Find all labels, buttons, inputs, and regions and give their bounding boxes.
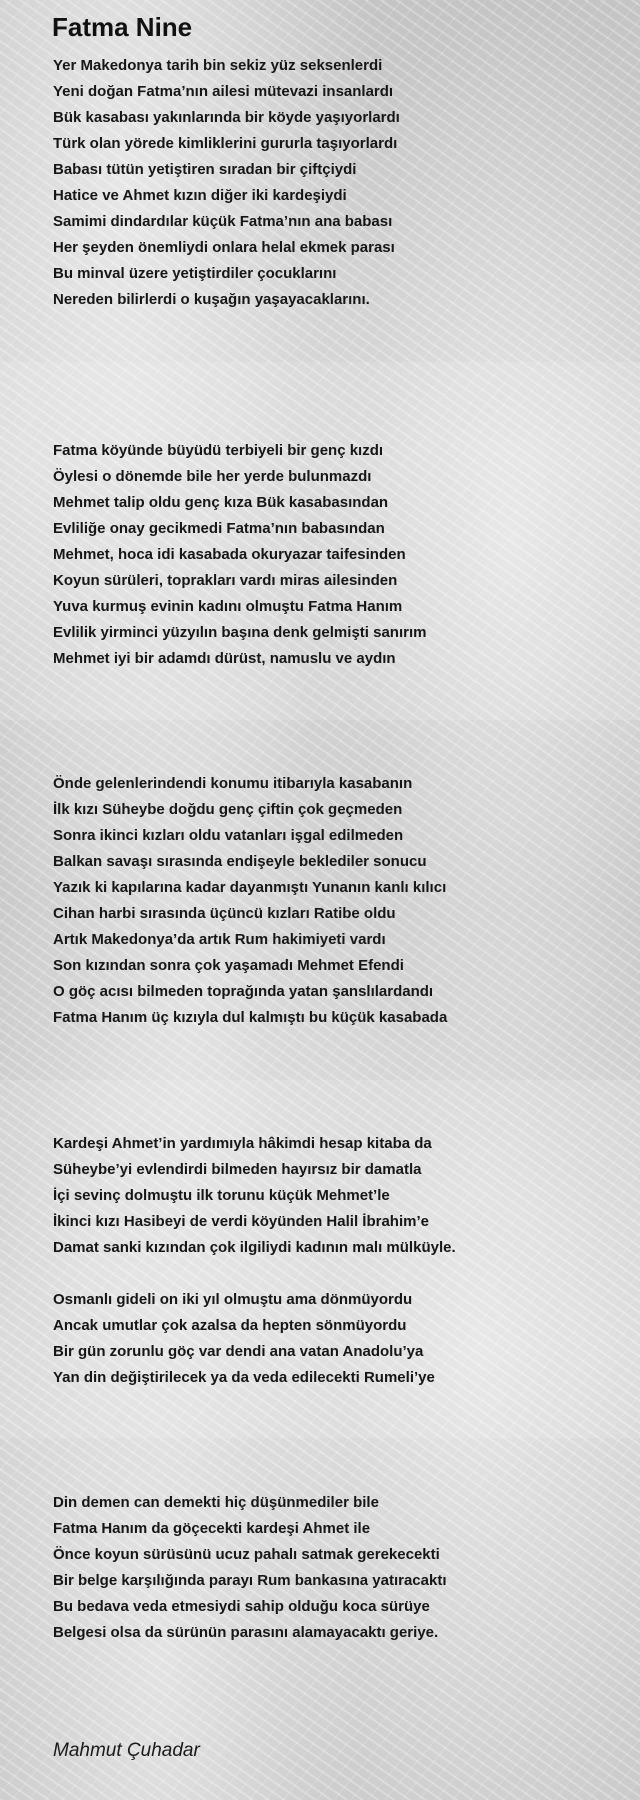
poem-line: Bu bedava veda etmesiydi sahip olduğu koca sürüye [53,1598,430,1615]
poem-line: Bir belge karşılığında parayı Rum bankasına yatıracaktı [53,1572,447,1589]
poem-line: Her şeyden önemliydi onlara helal ekmek parası [53,239,395,256]
poem-line: Fatma Hanım üç kızıyla dul kalmıştı bu küçük kasabada [53,1009,448,1026]
poem-line: Kardeşi Ahmet’in yardımıyla hâkimdi hesap kitaba da [53,1135,432,1152]
poem-line: Mehmet iyi bir adamdı dürüst, namuslu ve aydın [53,650,396,667]
poem-line: Yeni doğan Fatma’nın ailesi mütevazi insanlardı [53,83,394,100]
poem-line: Hatice ve Ahmet kızın diğer iki kardeşiydi [53,187,347,204]
poem-line: Damat sanki kızından çok ilgiliydi kadının malı mülküyle. [53,1239,456,1256]
poem-line: Din demen can demekti hiç düşünmediler bile [53,1494,379,1511]
poem-line: Koyun sürüleri, toprakları vardı miras ailesinden [53,572,398,589]
poem-line: İkinci kızı Hasibeyi de verdi köyünden Halil İbrahim’e [53,1213,429,1230]
poem-line: Yazık ki kapılarına kadar dayanmıştı Yunanın kanlı kılıcı [53,879,447,896]
poem-line: Fatma köyünde büyüdü terbiyeli bir genç kızdı [53,442,384,459]
poem-line: Samimi dindardılar küçük Fatma’nın ana babası [53,213,393,230]
poem-line: Mehmet, hoca idi kasabada okuryazar taifesinden [53,546,406,563]
poem-line: Önce koyun sürüsünü ucuz pahalı satmak gerekecekti [53,1546,440,1563]
poem-line: Osmanlı gideli on iki yıl olmuştu ama dönmüyordu [53,1291,413,1308]
poem-line: Balkan savaşı sırasında endişeyle beklediler sonucu [53,853,427,870]
poem-line: Bu minval üzere yetiştirdiler çocuklarını [53,265,337,282]
poem-line: Babası tütün yetiştiren sıradan bir çiftçiydi [53,161,357,178]
poem-line: Evliliğe onay gecikmedi Fatma’nın babasından [53,520,385,537]
poem-line: Artık Makedonya’da artık Rum hakimiyeti vardı [53,931,386,948]
poem-line: İçi sevinç dolmuştu ilk torunu küçük Mehmet’le [53,1187,390,1204]
poem-line: Evlilik yirminci yüzyılın başına denk gelmişti sanırım [53,624,427,641]
stanza-4 [53,1131,613,1391]
poem-line: Belgesi olsa da sürünün parasını alamayacaktı geriye. [53,1624,439,1641]
poem-line: Önde gelenlerindendi konumu itibarıyla kasabanın [53,775,413,792]
poem-line: Yan din değiştirilecek ya da veda edilecekti Rumeli’ye [53,1369,435,1386]
poem-line: Bük kasabası yakınlarında bir köyde yaşıyorlardı [53,109,400,126]
poem-line: Yuva kurmuş evinin kadını olmuştu Fatma Hanım [53,598,403,615]
stanza-1 [53,53,613,313]
poem-line: Fatma Hanım da göçecekti kardeşi Ahmet ile [53,1520,371,1537]
stanza-5 [53,1490,613,1646]
poem-line: Bir gün zorunlu göç var dendi ana vatan Anadolu’ya [53,1343,424,1360]
poem-line: Yer Makedonya tarih bin sekiz yüz seksenlerdi [53,57,383,74]
poem-title: Fatma Nine [52,12,193,42]
poem-line: Mehmet talip oldu genç kıza Bük kasabasından [53,494,389,511]
poem-line: Süheybe’yi evlendirdi bilmeden hayırsız bir damatla [53,1161,422,1178]
poem-line: Son kızından sonra çok yaşamadı Mehmet Efendi [53,957,404,974]
poem-line: İlk kızı Süheybe doğdu genç çiftin çok geçmeden [53,801,403,818]
poem-line: O göç acısı bilmeden toprağında yatan şanslılardandı [53,983,434,1000]
poem-line: Türk olan yörede kimliklerini gururla taşıyorlardı [53,135,398,152]
stanza-gap [53,1261,613,1287]
poem-line: Cihan harbi sırasında üçüncü kızları Ratibe oldu [53,905,396,922]
poem-line: Nereden bilirlerdi o kuşağın yaşayacaklarını. [53,291,370,308]
stanza-2 [53,438,613,672]
poem-author: Mahmut Çuhadar [53,1740,200,1761]
poem-line: Sonra ikinci kızları oldu vatanları işgal edilmeden [53,827,404,844]
poem-line: Ancak umutlar çok azalsa da hepten sönmüyordu [53,1317,407,1334]
poem-line: Öylesi o dönemde bile her yerde bulunmazdı [53,468,372,485]
stanza-3 [53,771,613,1031]
